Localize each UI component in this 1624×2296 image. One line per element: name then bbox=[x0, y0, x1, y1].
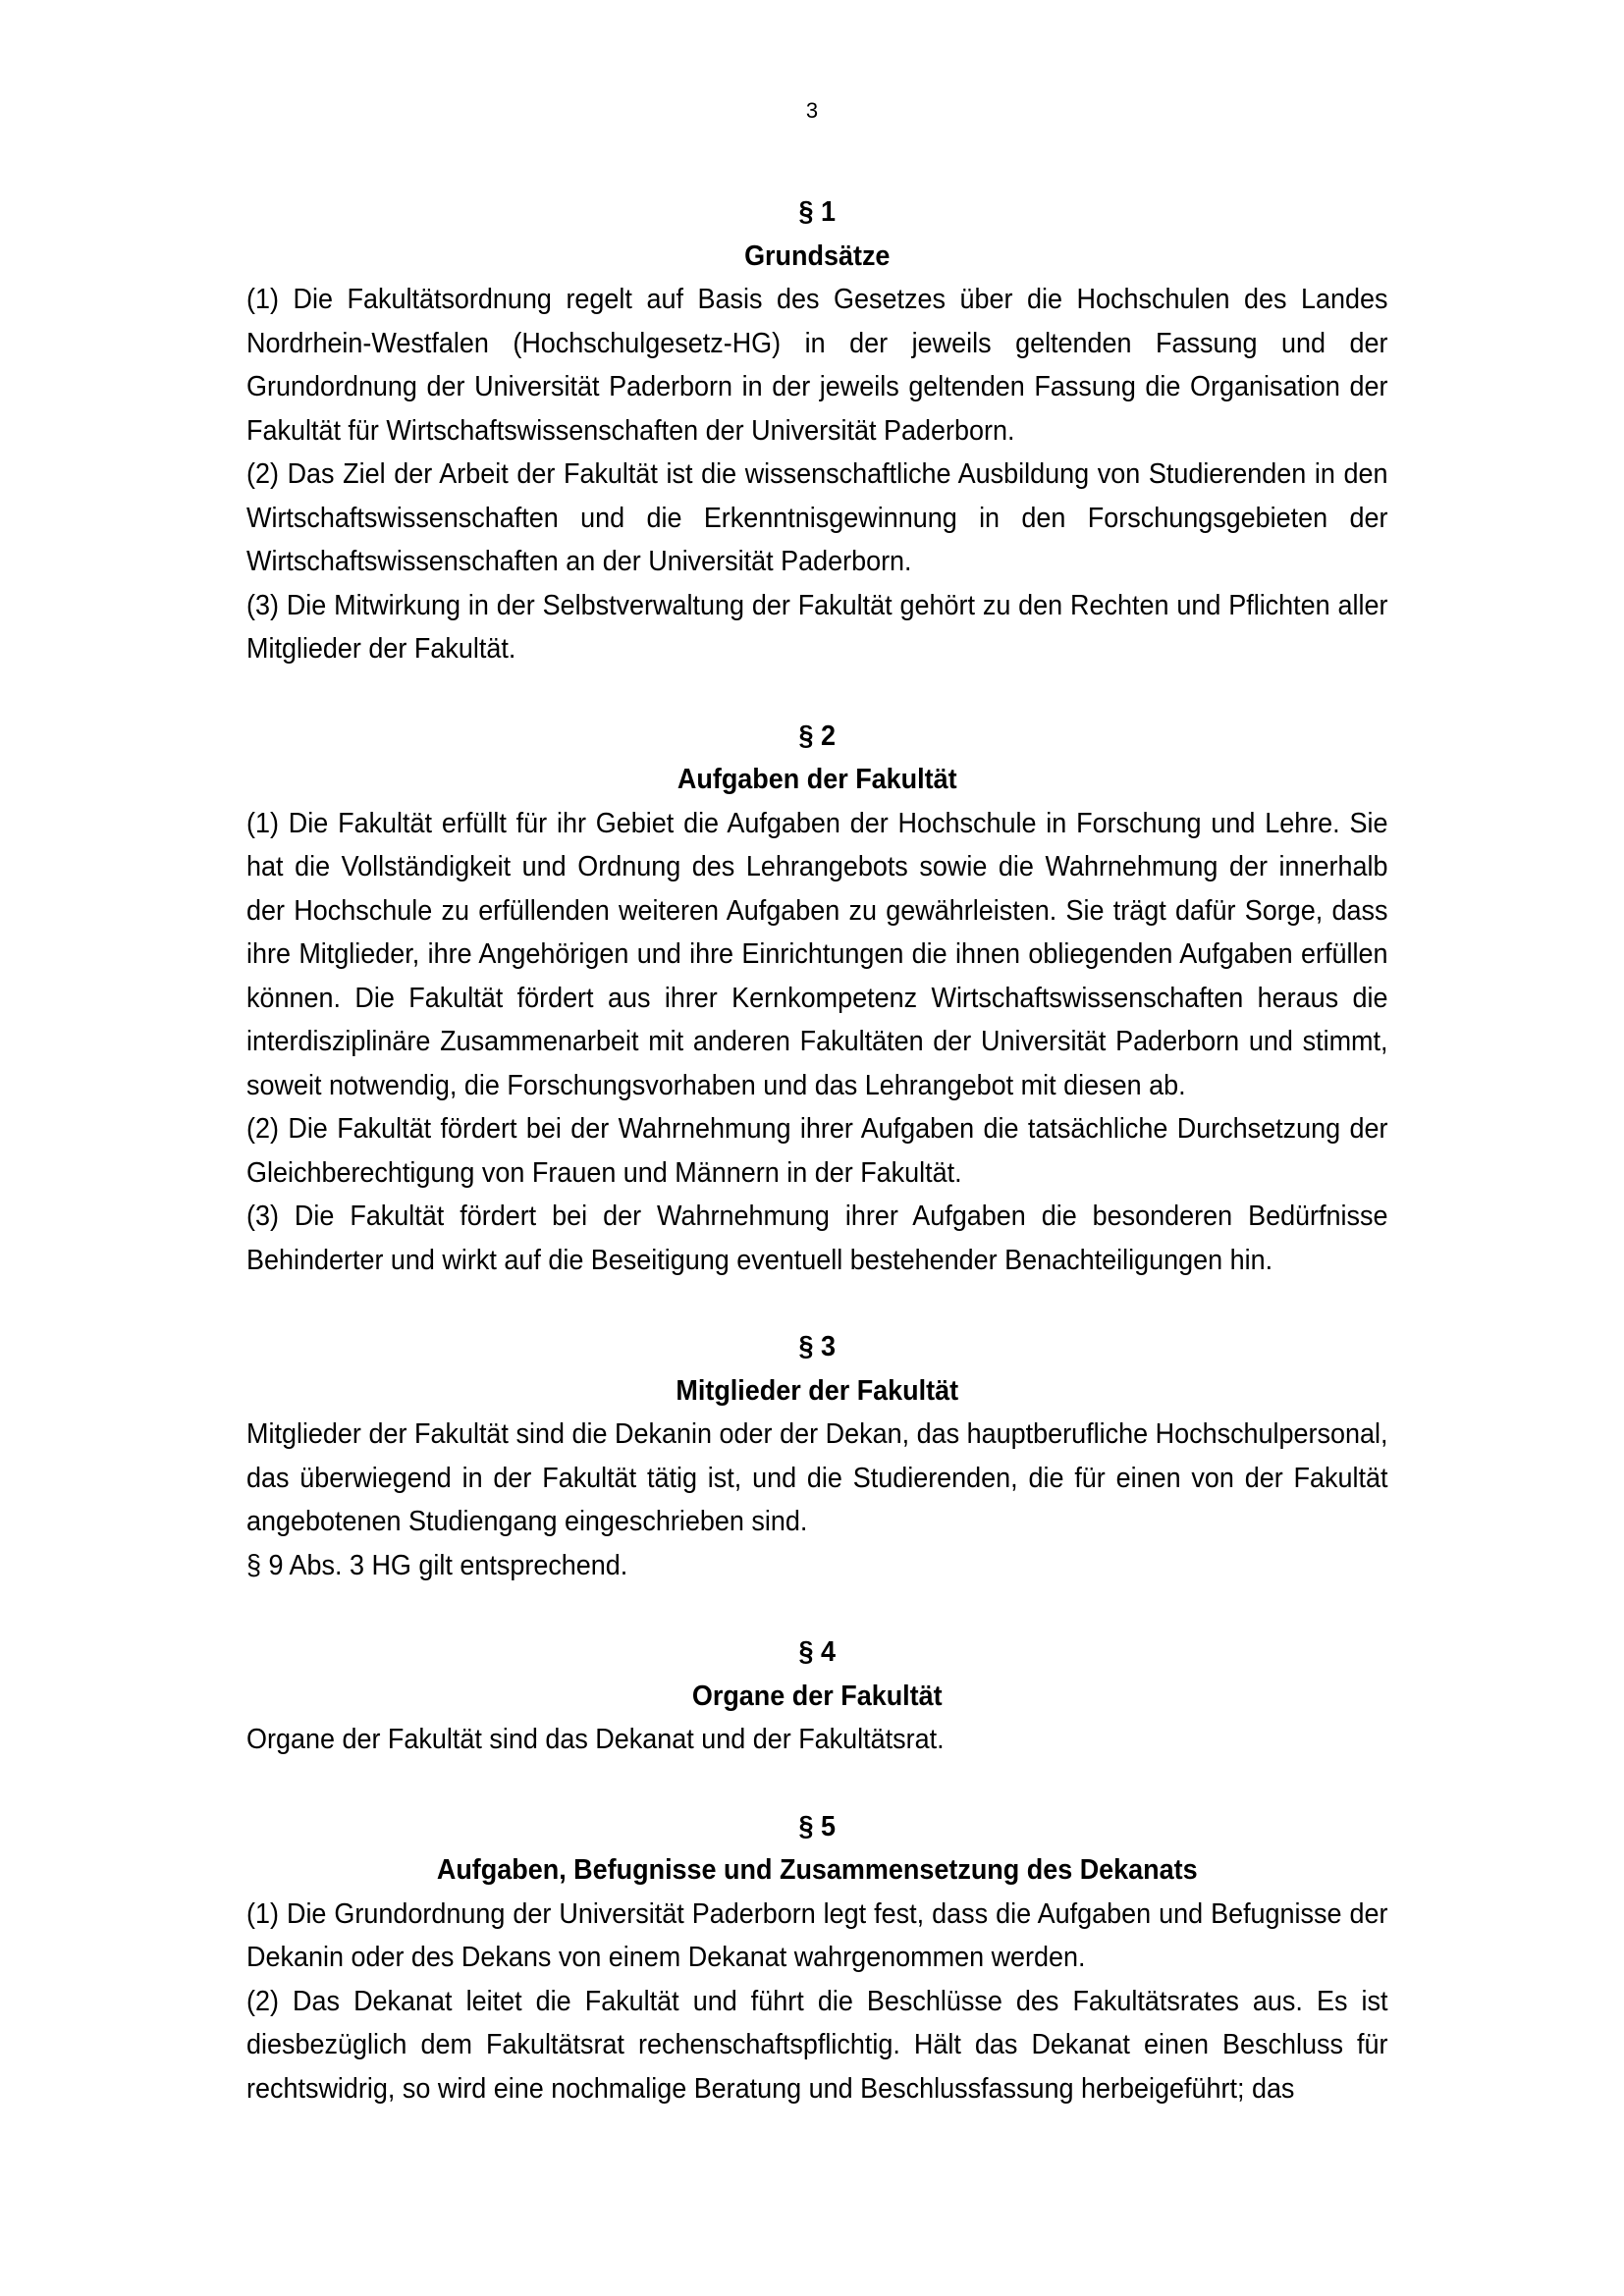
section-title: Aufgaben, Befugnisse und Zusammensetzung des Dekanats bbox=[436, 1854, 1198, 1886]
paragraph: (1) Die Fakultätsordnung regelt auf Basis des Gesetzes über die Hochschulen des Landes Nordrhein-Westfalen (Hochschulgesetz-HG) in der jeweils geltenden Fassung und der Grundordnung der Universität Paderborn in der jeweils geltenden Fassung die Organisation der Fakultät für Wirtschaftswissenschaften der Universität Paderborn. bbox=[246, 284, 1388, 447]
section-1 bbox=[246, 190, 1388, 671]
section-2 bbox=[246, 715, 1388, 1283]
section-number: § 1 bbox=[798, 196, 836, 228]
section-title: Grundsätze bbox=[744, 240, 891, 272]
paragraph: (3) Die Fakultät fördert bei der Wahrnehmung ihrer Aufgaben die besonderen Bedürfnisse Behinderter und wirkt auf die Beseitigung eventuell bestehender Benachteiligungen hin. bbox=[246, 1201, 1388, 1276]
paragraph: (1) Die Grundordnung der Universität Paderborn legt fest, dass die Aufgaben und Befugnisse der Dekanin oder des Dekans von einem Dekanat wahrgenommen werden. bbox=[246, 1897, 1388, 1973]
section-3 bbox=[246, 1325, 1388, 1587]
document-body bbox=[246, 190, 1388, 2110]
section-4 bbox=[246, 1630, 1388, 1762]
paragraph: Mitglieder der Fakultät sind die Dekanin oder der Dekan, das hauptberufliche Hochschulpersonal, das überwiegend in der Fakultät tätig ist, und die Studierenden, die für einen von der Fakultät angebotenen Studiengang eingeschrieben sind. bbox=[246, 1418, 1388, 1537]
paragraph: § 9 Abs. 3 HG gilt entsprechend. bbox=[246, 1549, 628, 1581]
page-number: 3 bbox=[805, 98, 819, 123]
paragraph: Organe der Fakultät sind das Dekanat und der Fakultätsrat. bbox=[246, 1724, 945, 1755]
section-title: Organe der Fakultät bbox=[691, 1680, 943, 1712]
paragraph: (2) Die Fakultät fördert bei der Wahrnehmung ihrer Aufgaben die tatsächliche Durchsetzung der Gleichberechtigung von Frauen und Männern in der Fakultät. bbox=[246, 1113, 1388, 1189]
paragraph: (1) Die Fakultät erfüllt für ihr Gebiet die Aufgaben der Hochschule in Forschung und Lehre. Sie hat die Vollständigkeit und Ordnung des Lehrangebots sowie die Wahrnehmung der innerhalb der Hochschule zu erfüllenden weiteren Aufgaben zu gewährleisten. Sie trägt dafür Sorge, dass ihre Mitglieder, ihre Angehörigen und ihre Einrichtungen die ihnen obliegenden Aufgaben erfüllen können. Die Fakultät fördert aus ihrer Kernkompetenz Wirtschaftswissenschaften heraus die interdisziplinäre Zusammenarbeit mit anderen Fakultäten der Universität Paderborn und stimmt, soweit notwendig, die Forschungsvorhaben und das Lehrangebot mit diesen ab. bbox=[246, 807, 1388, 1101]
section-number: § 2 bbox=[798, 720, 836, 752]
section-title: Mitglieder der Fakultät bbox=[676, 1374, 959, 1407]
paragraph: (2) Das Dekanat leitet die Fakultät und führt die Beschlüsse des Fakultätsrates aus. Es ist diesbezüglich dem Fakultätsrat rechenschaftspflichtig. Hält das Dekanat einen Beschluss für rechtswidrig, so wird eine nochmalige Beratung und Beschlussfassung herbeigeführt; das bbox=[246, 1985, 1388, 2105]
paragraph: (2) Das Ziel der Arbeit der Fakultät ist die wissenschaftliche Ausbildung von Studierenden in den Wirtschaftswissenschaften und die Erkenntnisgewinnung in den Forschungsgebieten der Wirtschaftswissenschaften an der Universität Paderborn. bbox=[246, 458, 1388, 577]
section-number: § 5 bbox=[798, 1810, 836, 1842]
section-5 bbox=[246, 1805, 1388, 2111]
section-number: § 4 bbox=[798, 1636, 836, 1668]
section-number: § 3 bbox=[798, 1331, 836, 1362]
paragraph: (3) Die Mitwirkung in der Selbstverwaltung der Fakultät gehört zu den Rechten und Pflichten aller Mitglieder der Fakultät. bbox=[246, 589, 1388, 665]
section-title: Aufgaben der Fakultät bbox=[677, 764, 957, 795]
